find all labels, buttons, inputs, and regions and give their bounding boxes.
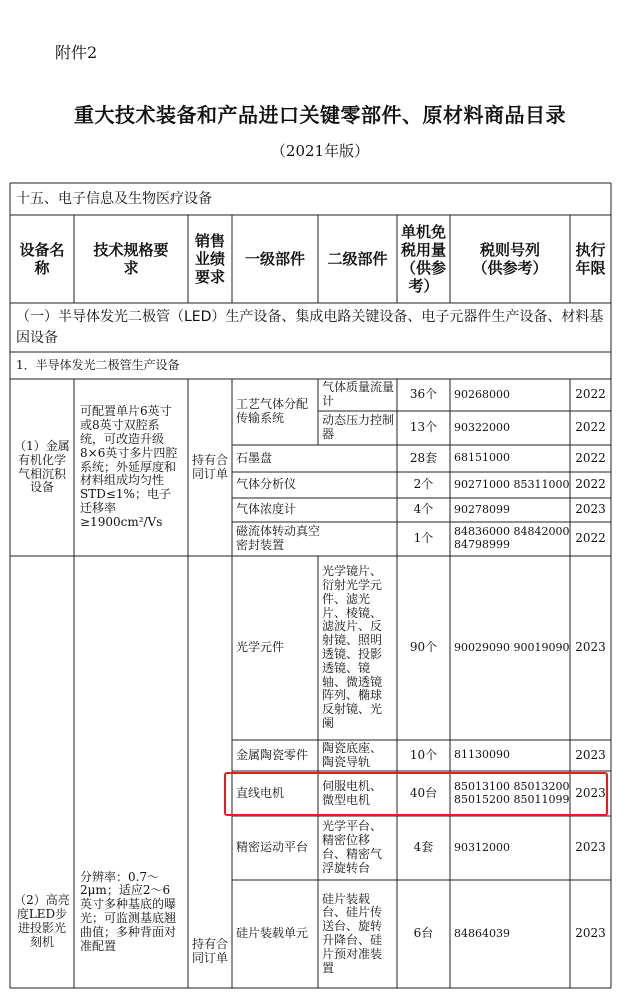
section-title: 十五、电子信息及生物医疗设备	[16, 190, 212, 207]
document-title: 重大技术装备和产品进口关键零部件、原材料商品目录	[74, 103, 566, 127]
header-equipment-name: 设备名称	[19, 241, 65, 277]
part1-cell: 石墨盘	[236, 450, 273, 465]
equipment-name: （1）金属有机化学气相沉积设备	[14, 438, 70, 495]
part2-cell: 陶瓷底座、陶瓷导轨	[322, 740, 383, 769]
year-cell: 2023	[575, 785, 606, 800]
part2-cell: 光学平台、精密位移台、精密气浮旋转台	[322, 819, 383, 875]
quantity-cell: 6台	[413, 926, 434, 941]
year-cell: 2022	[575, 531, 606, 546]
part2-cell: 光学镜片、衍射光学元件、滤光片、棱镜、滤波片、反射镜、照明透镜、投影透镜、镜轴、微透镜阵列、椭球反射镜、光阑	[322, 564, 383, 730]
header-part1: 一级部件	[244, 250, 305, 268]
header-part2: 二级部件	[327, 250, 388, 268]
tariff-cell: 84836000 84842000 84798999	[454, 525, 570, 551]
part1-cell: 光学元件	[236, 640, 285, 655]
quantity-cell: 2个	[413, 477, 434, 492]
quantity-cell: 4套	[413, 840, 434, 855]
part1-cell: 直线电机	[236, 785, 285, 800]
tariff-cell: 84864039	[454, 926, 510, 940]
quantity-cell: 13个	[409, 420, 438, 435]
sales-requirement: 持有合同订单	[191, 937, 228, 965]
year-cell: 2023	[575, 926, 606, 941]
quantity-cell: 4个	[413, 502, 434, 517]
header-deadline: 执行年限	[575, 241, 606, 277]
quantity-cell: 10个	[409, 747, 438, 762]
highlight-box	[224, 772, 608, 816]
tariff-cell: 81130090	[454, 748, 510, 762]
tariff-cell: 90029090 90019090	[454, 640, 570, 654]
header-spec: 技术规格要求	[93, 241, 169, 277]
tariff-cell: 85013100 85013200 85015200 85011099	[454, 779, 570, 806]
tariff-cell: 90271000 85311000	[454, 477, 570, 491]
year-cell: 2023	[575, 840, 606, 855]
part1-cell: 精密运动平台	[236, 840, 309, 855]
year-cell: 2022	[575, 477, 606, 492]
part2-cell: 硅片装载台、硅片传送台、旋转升降台、硅片预对准装置	[322, 891, 383, 975]
quantity-cell: 28套	[409, 450, 438, 465]
equipment-name: （2）高亮度LED步进投影光刻机	[14, 893, 70, 949]
part2-cell: 气体质量流量计	[322, 380, 395, 408]
part1-cell: 金属陶瓷零件	[236, 747, 309, 762]
equipment-spec: 可配置单片6英寸或8英寸双腔系统，可改造升级8×6英寸多片四腔系统；外延厚度和材料组成均匀性STD≤1%；电子迁移率≥1900cm²/Vs	[80, 404, 178, 529]
part1-cell: 硅片装载单元	[236, 926, 309, 941]
year-cell: 2023	[575, 747, 606, 762]
tariff-cell: 68151000	[454, 451, 510, 465]
header-quantity: 单机免税用量（供参考）	[400, 223, 446, 295]
tariff-cell: 90312000	[454, 840, 510, 854]
year-cell: 2022	[575, 420, 606, 435]
year-cell: 2023	[575, 502, 606, 517]
subgroup-title: 1．半导体发光二极管生产设备	[16, 357, 180, 372]
year-cell: 2022	[575, 450, 606, 465]
quantity-cell: 40台	[409, 785, 438, 800]
group-title: （一）半导体发光二极管（LED）生产设备、集成电路关键设备、电子元器件生产设备、材料基因设备	[16, 308, 604, 346]
year-cell: 2023	[575, 640, 606, 655]
part2-cell: 伺服电机、微型电机	[322, 778, 383, 807]
part2-cell: 动态压力控制器	[322, 413, 395, 441]
sales-requirement: 持有合同订单	[191, 452, 228, 481]
part1-cell: 气体分析仪	[236, 477, 297, 492]
quantity-cell: 90个	[409, 640, 438, 655]
tariff-cell: 90322000	[454, 420, 510, 434]
year-cell: 2022	[575, 387, 606, 402]
part1-cell: 磁流体转动真空密封装置	[236, 524, 321, 552]
attachment-label: 附件2	[55, 43, 98, 62]
header-sales: 销售业绩要求	[194, 232, 225, 286]
tariff-cell: 90278099	[454, 502, 510, 516]
tariff-cell: 90268000	[454, 387, 510, 401]
header-tariff: 税则号列（供参考）	[472, 241, 548, 277]
quantity-cell: 1个	[413, 531, 434, 546]
edition-label: （2021年版）	[270, 142, 370, 160]
part1-cell: 工艺气体分配传输系统	[236, 397, 309, 425]
part1-cell: 气体浓度计	[236, 502, 297, 517]
equipment-spec: 分辨率：0.7～2μm；适应2～6英寸多种基底的曝光；可监测基底翘曲值；多种背面对准配置	[80, 869, 177, 953]
quantity-cell: 36个	[409, 387, 438, 402]
